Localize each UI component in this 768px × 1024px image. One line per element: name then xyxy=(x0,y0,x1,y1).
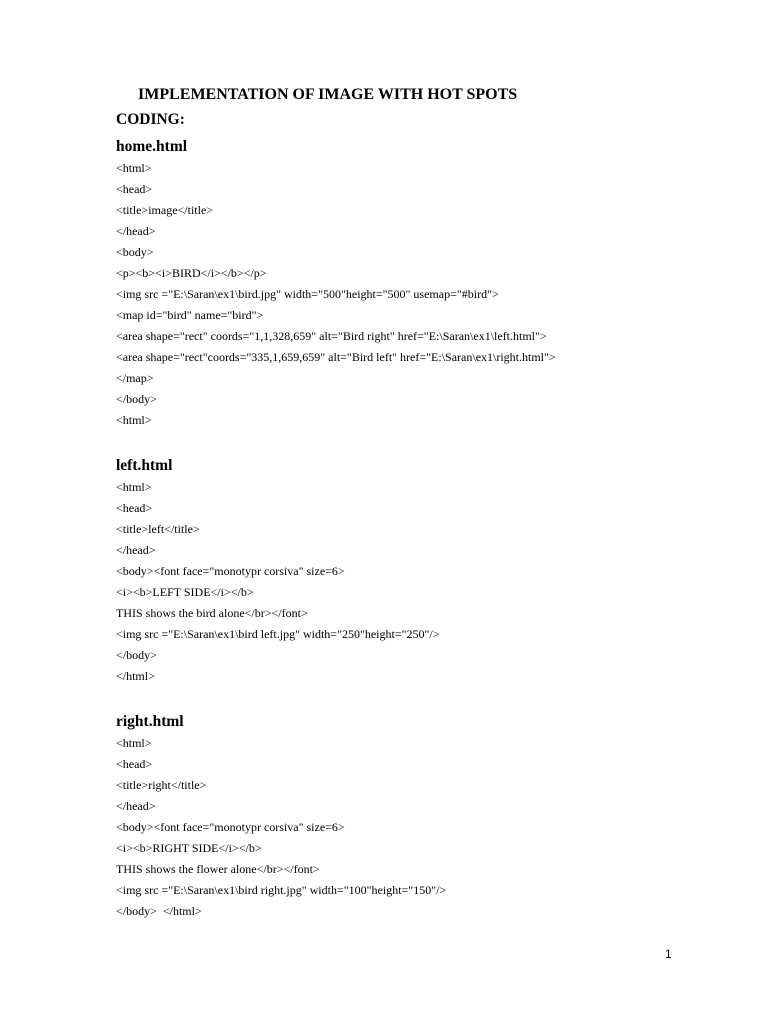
section-heading: home.html xyxy=(116,138,188,155)
code-line: <img src ="E:\Saran\ex1\bird right.jpg" width="100"height="150"/> xyxy=(116,883,447,897)
code-line: </map> xyxy=(116,371,154,385)
coding-heading: CODING: xyxy=(116,111,185,128)
section-heading: left.html xyxy=(116,457,173,474)
code-line: <title>image</title> xyxy=(116,203,214,217)
code-line: THIS shows the flower alone</br></font> xyxy=(116,862,320,876)
code-line: <html> xyxy=(116,736,152,750)
code-line: <p><b><i>BIRD</i></b></p> xyxy=(116,266,267,280)
section-home-html xyxy=(116,136,556,431)
code-line: <head> xyxy=(116,182,153,196)
code-line: <map id="bird" name="bird"> xyxy=(116,308,264,322)
code-line: <html> xyxy=(116,161,152,175)
section-right-html xyxy=(116,711,446,922)
section-heading: right.html xyxy=(116,713,184,730)
code-block xyxy=(116,733,446,922)
code-line: <body><font face="monotypr corsiva" size=6> xyxy=(116,820,345,834)
code-line: <i><b>RIGHT SIDE</i></b> xyxy=(116,841,262,855)
code-line: <body><font face="monotypr corsiva" size=6> xyxy=(116,564,345,578)
code-line: <img src ="E:\Saran\ex1\bird.jpg" width="500"height="500" usemap="#bird"> xyxy=(116,287,499,301)
code-block xyxy=(116,158,556,431)
code-line: </body> xyxy=(116,648,157,662)
code-line: </body> </html> xyxy=(116,904,202,918)
code-line: <body> xyxy=(116,245,154,259)
code-line: <i><b>LEFT SIDE</i></b> xyxy=(116,585,254,599)
code-line: </head> xyxy=(116,224,156,238)
code-line: </head> xyxy=(116,543,156,557)
code-line: <html> xyxy=(116,413,152,427)
code-line: <title>right</title> xyxy=(116,778,207,792)
section-left-html xyxy=(116,455,440,687)
page-number: 1 xyxy=(665,947,672,961)
code-line: <title>left</title> xyxy=(116,522,200,536)
code-line: <head> xyxy=(116,757,153,771)
code-line: </body> xyxy=(116,392,157,406)
code-block xyxy=(116,477,440,687)
document-title: IMPLEMENTATION OF IMAGE WITH HOT SPOTS xyxy=(138,86,518,103)
code-line: THIS shows the bird alone</br></font> xyxy=(116,606,308,620)
code-line: <area shape="rect" coords="1,1,328,659" alt="Bird right" href="E:\Saran\ex1\left.html"> xyxy=(116,329,547,343)
code-line: <area shape="rect"coords="335,1,659,659" alt="Bird left" href="E:\Saran\ex1\right.html"> xyxy=(116,350,556,364)
code-line: </head> xyxy=(116,799,156,813)
code-line: <img src ="E:\Saran\ex1\bird left.jpg" width="250"height="250"/> xyxy=(116,627,440,641)
code-line: <head> xyxy=(116,501,153,515)
code-line: <html> xyxy=(116,480,152,494)
code-line: </html> xyxy=(116,669,155,683)
